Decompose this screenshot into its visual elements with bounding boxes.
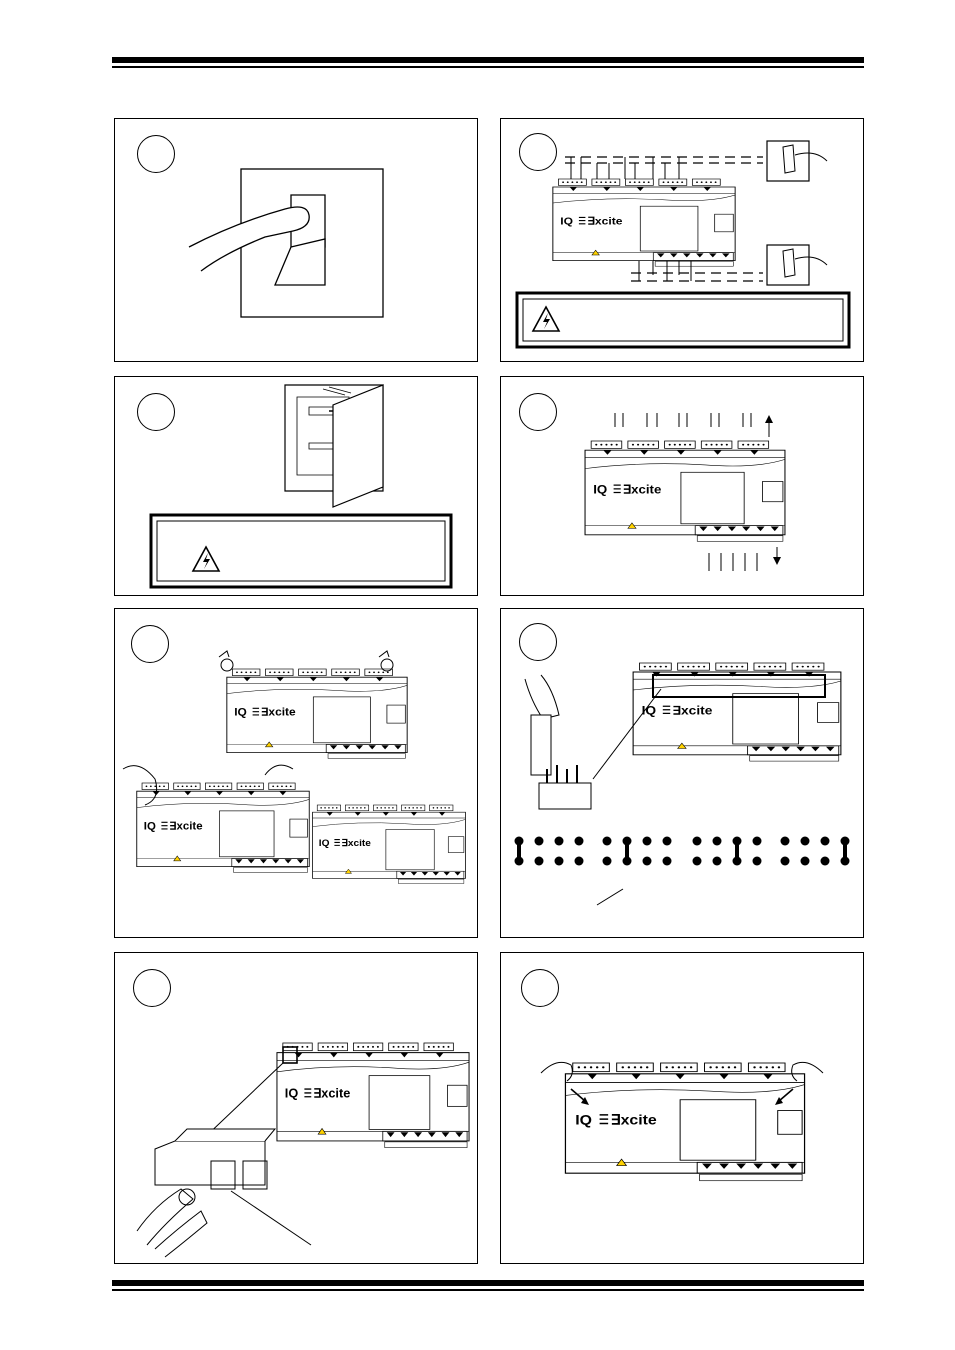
iq-excite-controller-icon [565, 1063, 804, 1181]
power-switch-icon [115, 119, 479, 363]
panel-step-1 [114, 118, 478, 362]
iq-excite-controller-icon [277, 1043, 469, 1148]
iq-excite-controller-icon [313, 805, 466, 883]
panel-step-2 [500, 118, 864, 362]
header-rule-thick [112, 57, 864, 63]
header-rule-thin [112, 66, 864, 68]
high-voltage-warning-icon [533, 307, 559, 331]
iq-excite-controller-icon [137, 783, 309, 872]
power-switch-icon [767, 141, 809, 181]
footer-rule-thin [112, 1289, 864, 1291]
panel-step-3 [114, 376, 478, 596]
panel-step-6 [500, 608, 864, 938]
panel-step-5 [114, 608, 478, 938]
panel-step-4 [500, 376, 864, 596]
iq-excite-controller-icon [585, 441, 785, 541]
panel-step-8 [500, 952, 864, 1264]
power-switch-icon [767, 245, 809, 285]
iq-excite-controller-icon [553, 179, 735, 266]
footer-rule-thick [112, 1280, 864, 1286]
iq-excite-controller-icon [633, 663, 841, 761]
panel-step-7 [114, 952, 478, 1264]
high-voltage-warning-icon [193, 547, 219, 571]
iq-excite-controller-icon [227, 669, 407, 758]
